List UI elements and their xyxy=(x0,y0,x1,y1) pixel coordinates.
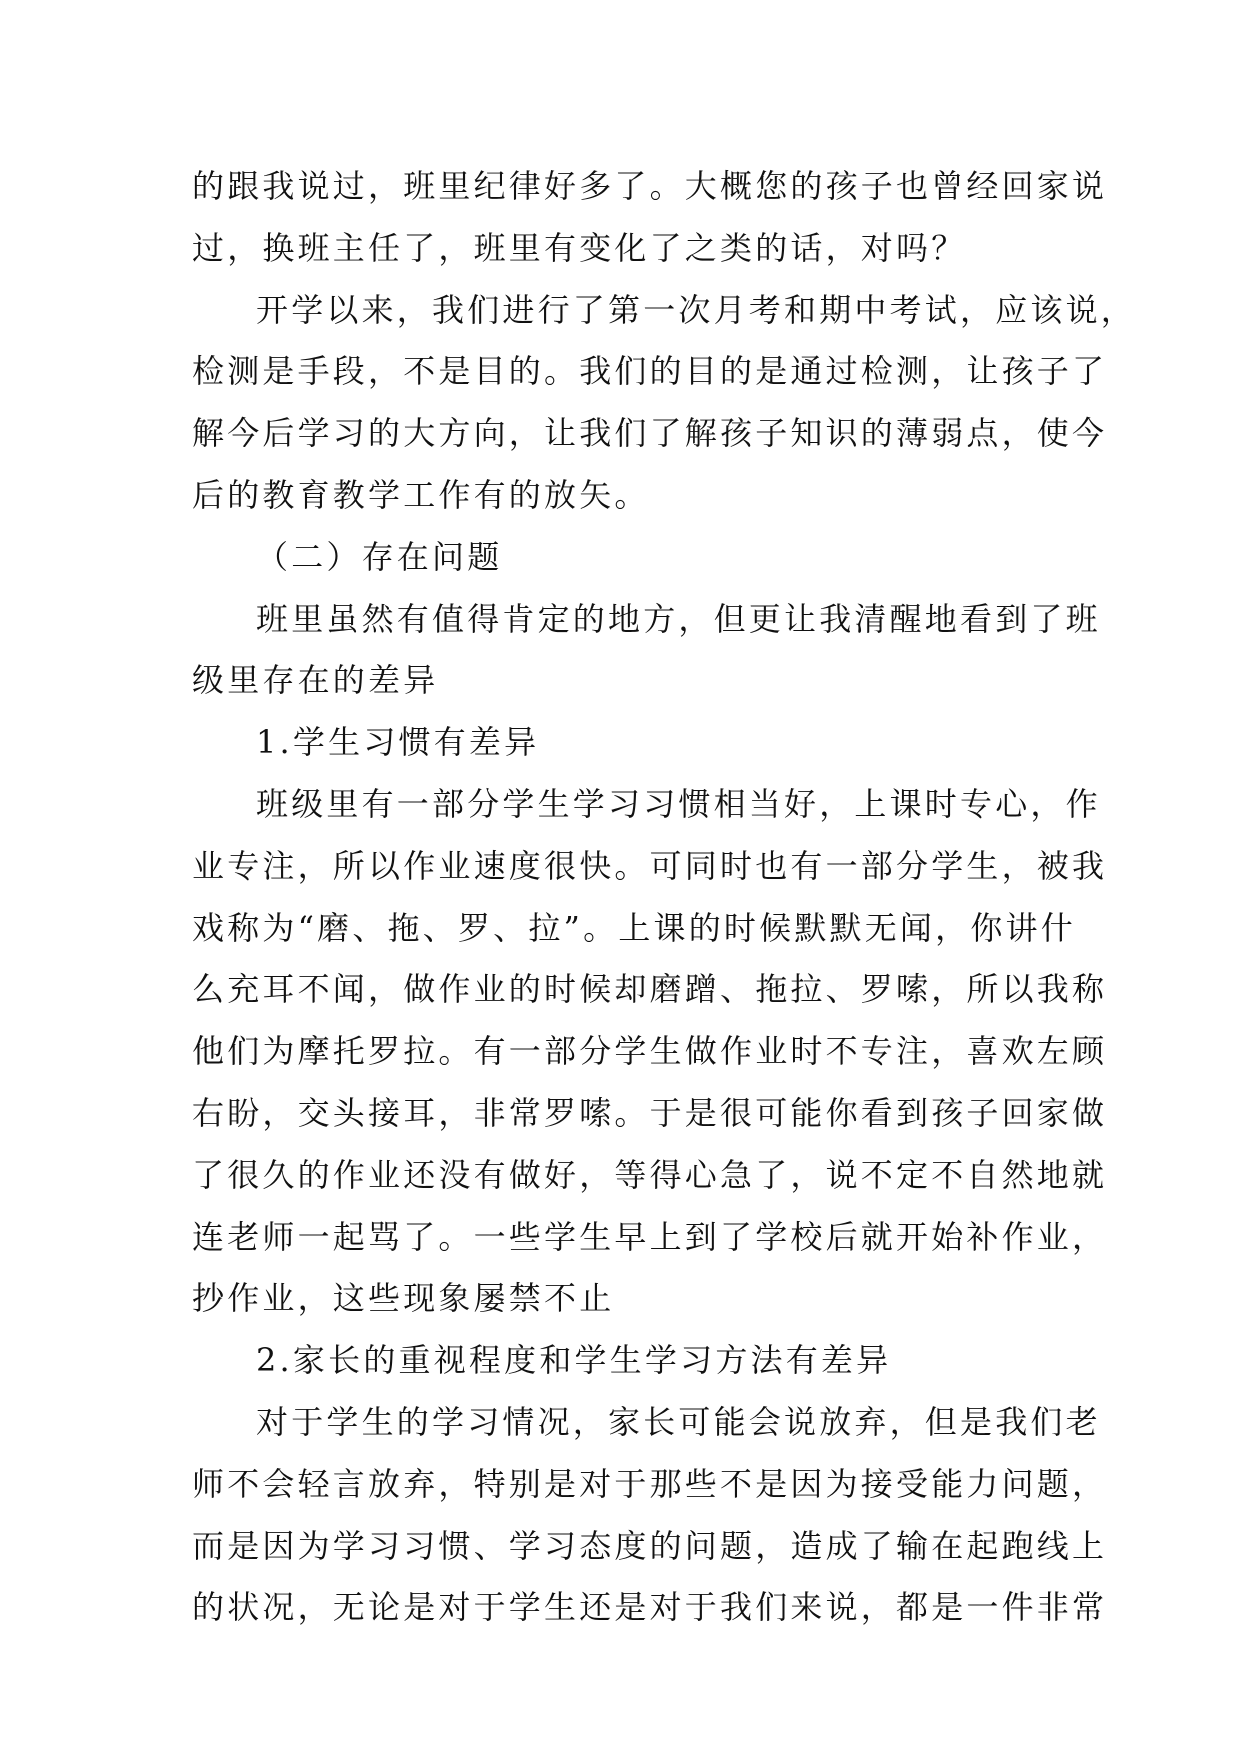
section-heading: （二）存在问题 xyxy=(256,537,503,576)
text-line: 连老师一起骂了。一些学生早上到了学校后就开始补作业， xyxy=(192,1217,1108,1256)
text-line: 后的教育教学工作有的放矢。 xyxy=(192,475,650,514)
text-line: 右盼，交头接耳，非常罗嗦。于是很可能你看到孩子回家做 xyxy=(192,1093,1108,1132)
text-line: 解今后学习的大方向，让我们了解孩子知识的薄弱点，使今 xyxy=(192,414,1108,453)
paragraph-first-line: 班里虽然有值得肯定的地方，但更让我清醒地看到了班 xyxy=(256,599,1101,638)
document-body xyxy=(192,156,1137,1639)
subsection-heading: 2.家长的重视程度和学生学习方法有差异 xyxy=(256,1341,892,1380)
text-line: 过，换班主任了，班里有变化了之类的话，对吗？ xyxy=(192,228,967,267)
text-line: 师不会轻言放弃，特别是对于那些不是因为接受能力问题， xyxy=(192,1464,1108,1503)
paragraph-first-line: 班级里有一部分学生学习习惯相当好，上课时专心，作 xyxy=(256,784,1101,823)
text-line: 抄作业，这些现象屡禁不止 xyxy=(192,1279,615,1318)
text-line: 他们为摩托罗拉。有一部分学生做作业时不专注，喜欢左顾 xyxy=(192,1032,1108,1071)
text-line: 业专注，所以作业速度很快。可同时也有一部分学生，被我 xyxy=(192,846,1108,885)
text-line: 了很久的作业还没有做好，等得心急了，说不定不自然地就 xyxy=(192,1155,1108,1194)
text-line: 检测是手段，不是目的。我们的目的是通过检测，让孩子了 xyxy=(192,352,1108,391)
text-line: 戏称为“磨、拖、罗、拉”。上课的时候默默无闻，你讲什 xyxy=(192,908,1076,947)
text-line: 而是因为学习习惯、学习态度的问题，造成了输在起跑线上 xyxy=(192,1526,1108,1565)
subsection-heading: 1.学生习惯有差异 xyxy=(256,723,540,762)
text-line: 级里存在的差异 xyxy=(192,661,439,700)
paragraph-first-line: 开学以来，我们进行了第一次月考和期中考试，应该说， xyxy=(256,290,1137,329)
text-line: 么充耳不闻，做作业的时候却磨蹭、拖拉、罗嗦，所以我称 xyxy=(192,970,1108,1009)
text-line: 的状况，无论是对于学生还是对于我们来说，都是一件非常 xyxy=(192,1588,1108,1627)
paragraph-first-line: 对于学生的学习情况，家长可能会说放弃，但是我们老 xyxy=(256,1402,1101,1441)
text-line: 的跟我说过，班里纪律好多了。大概您的孩子也曾经回家说 xyxy=(192,167,1108,205)
